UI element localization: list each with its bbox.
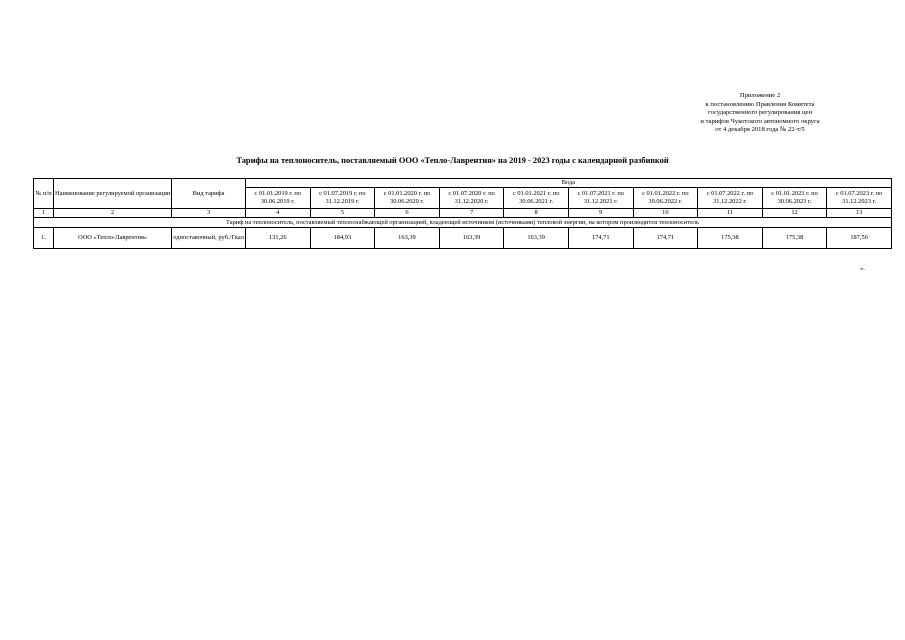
- column-number: 13: [827, 209, 892, 218]
- header-period-3: с 01.01.2020 г. по 30.06.2020 г.: [375, 188, 440, 209]
- column-number: 4: [245, 209, 310, 218]
- tariff-value: 187,56: [827, 228, 892, 249]
- row-org: ООО «Тепло-Лаврентия»: [54, 228, 172, 249]
- header-period-7: с 01.01.2022 г. по 30.06.2022 г.: [633, 188, 698, 209]
- header-tariff-type: Вид тарифа: [172, 179, 246, 209]
- column-number: 11: [698, 209, 763, 218]
- column-number: 8: [504, 209, 569, 218]
- header-period-8: с 01.07.2022 г. по 31.12.2022 г.: [698, 188, 763, 209]
- appendix-line-5: от 4 декабря 2018 года № 22-т/5: [715, 126, 805, 134]
- column-number: 2: [54, 209, 172, 218]
- document-title: Тарифы на теплоноситель, поставляемый ООО «Тепло-Лаврентия» на 2019 - 2023 годы с календарной разбивкой: [236, 156, 669, 165]
- tariff-value: 163,39: [375, 228, 440, 249]
- row-tariff-type: одноставочный, руб./Гкал: [172, 228, 246, 249]
- tariff-table: [33, 178, 892, 249]
- tariff-value: 163,39: [504, 228, 569, 249]
- column-number: 9: [568, 209, 633, 218]
- column-number: 3: [172, 209, 246, 218]
- column-number: 10: [633, 209, 698, 218]
- tariff-value: 184,93: [310, 228, 375, 249]
- header-org: Наименование регулируемой организации: [54, 179, 172, 209]
- row-num: 1.: [34, 228, 54, 249]
- appendix-line-4: и тарифов Чукотского автономного округа: [700, 117, 820, 125]
- column-number: 6: [375, 209, 440, 218]
- column-number: 5: [310, 209, 375, 218]
- header-row-1: [34, 179, 892, 188]
- header-period-1: с 01.01.2019 г. по 30.06.2019 г.: [245, 188, 310, 209]
- header-period-10: с 01.07.2023 г. по 31.12.2023 г.: [827, 188, 892, 209]
- header-water: Вода: [245, 179, 891, 188]
- header-period-6: с 01.07.2021 г. по 31.12.2021 г.: [568, 188, 633, 209]
- column-number: 7: [439, 209, 504, 218]
- table-row: [34, 228, 892, 249]
- header-period-5: с 01.01.2021 г. по 30.06.2021 г.: [504, 188, 569, 209]
- appendix-line-1: Приложение 2: [739, 92, 781, 99]
- column-numbers-row: [34, 209, 892, 218]
- header-period-4: с 01.07.2020 г. по 31.12.2020 г.: [439, 188, 504, 209]
- tariff-value: 174,71: [633, 228, 698, 249]
- appendix-line-2: к постановлению Правления Комитета: [705, 100, 815, 108]
- column-number: 1: [34, 209, 54, 218]
- header-num: № п/п: [34, 179, 54, 209]
- tariff-value: 175,38: [762, 228, 827, 249]
- appendix-line-3: государственного регулирования цен: [708, 109, 812, 117]
- tariff-value: 175,38: [698, 228, 763, 249]
- header-period-9: с 01.01.2023 г. по 30.06.2023 г.: [762, 188, 827, 209]
- column-number: 12: [762, 209, 827, 218]
- closing-quote-mark: ».: [860, 265, 865, 272]
- table-subtitle: Тариф на теплоноситель, поставляемый теплоснабжающей организацией, владеющей источником (источниками) тепловой энергии, на котором производится теплоноситель: [34, 218, 892, 228]
- tariff-value: 174,71: [568, 228, 633, 249]
- appendix-note: [655, 92, 865, 135]
- tariff-value: 131,26: [245, 228, 310, 249]
- subtitle-row: [34, 218, 892, 228]
- tariff-value: 163,39: [439, 228, 504, 249]
- header-period-2: с 01.07.2019 г. по 31.12.2019 г.: [310, 188, 375, 209]
